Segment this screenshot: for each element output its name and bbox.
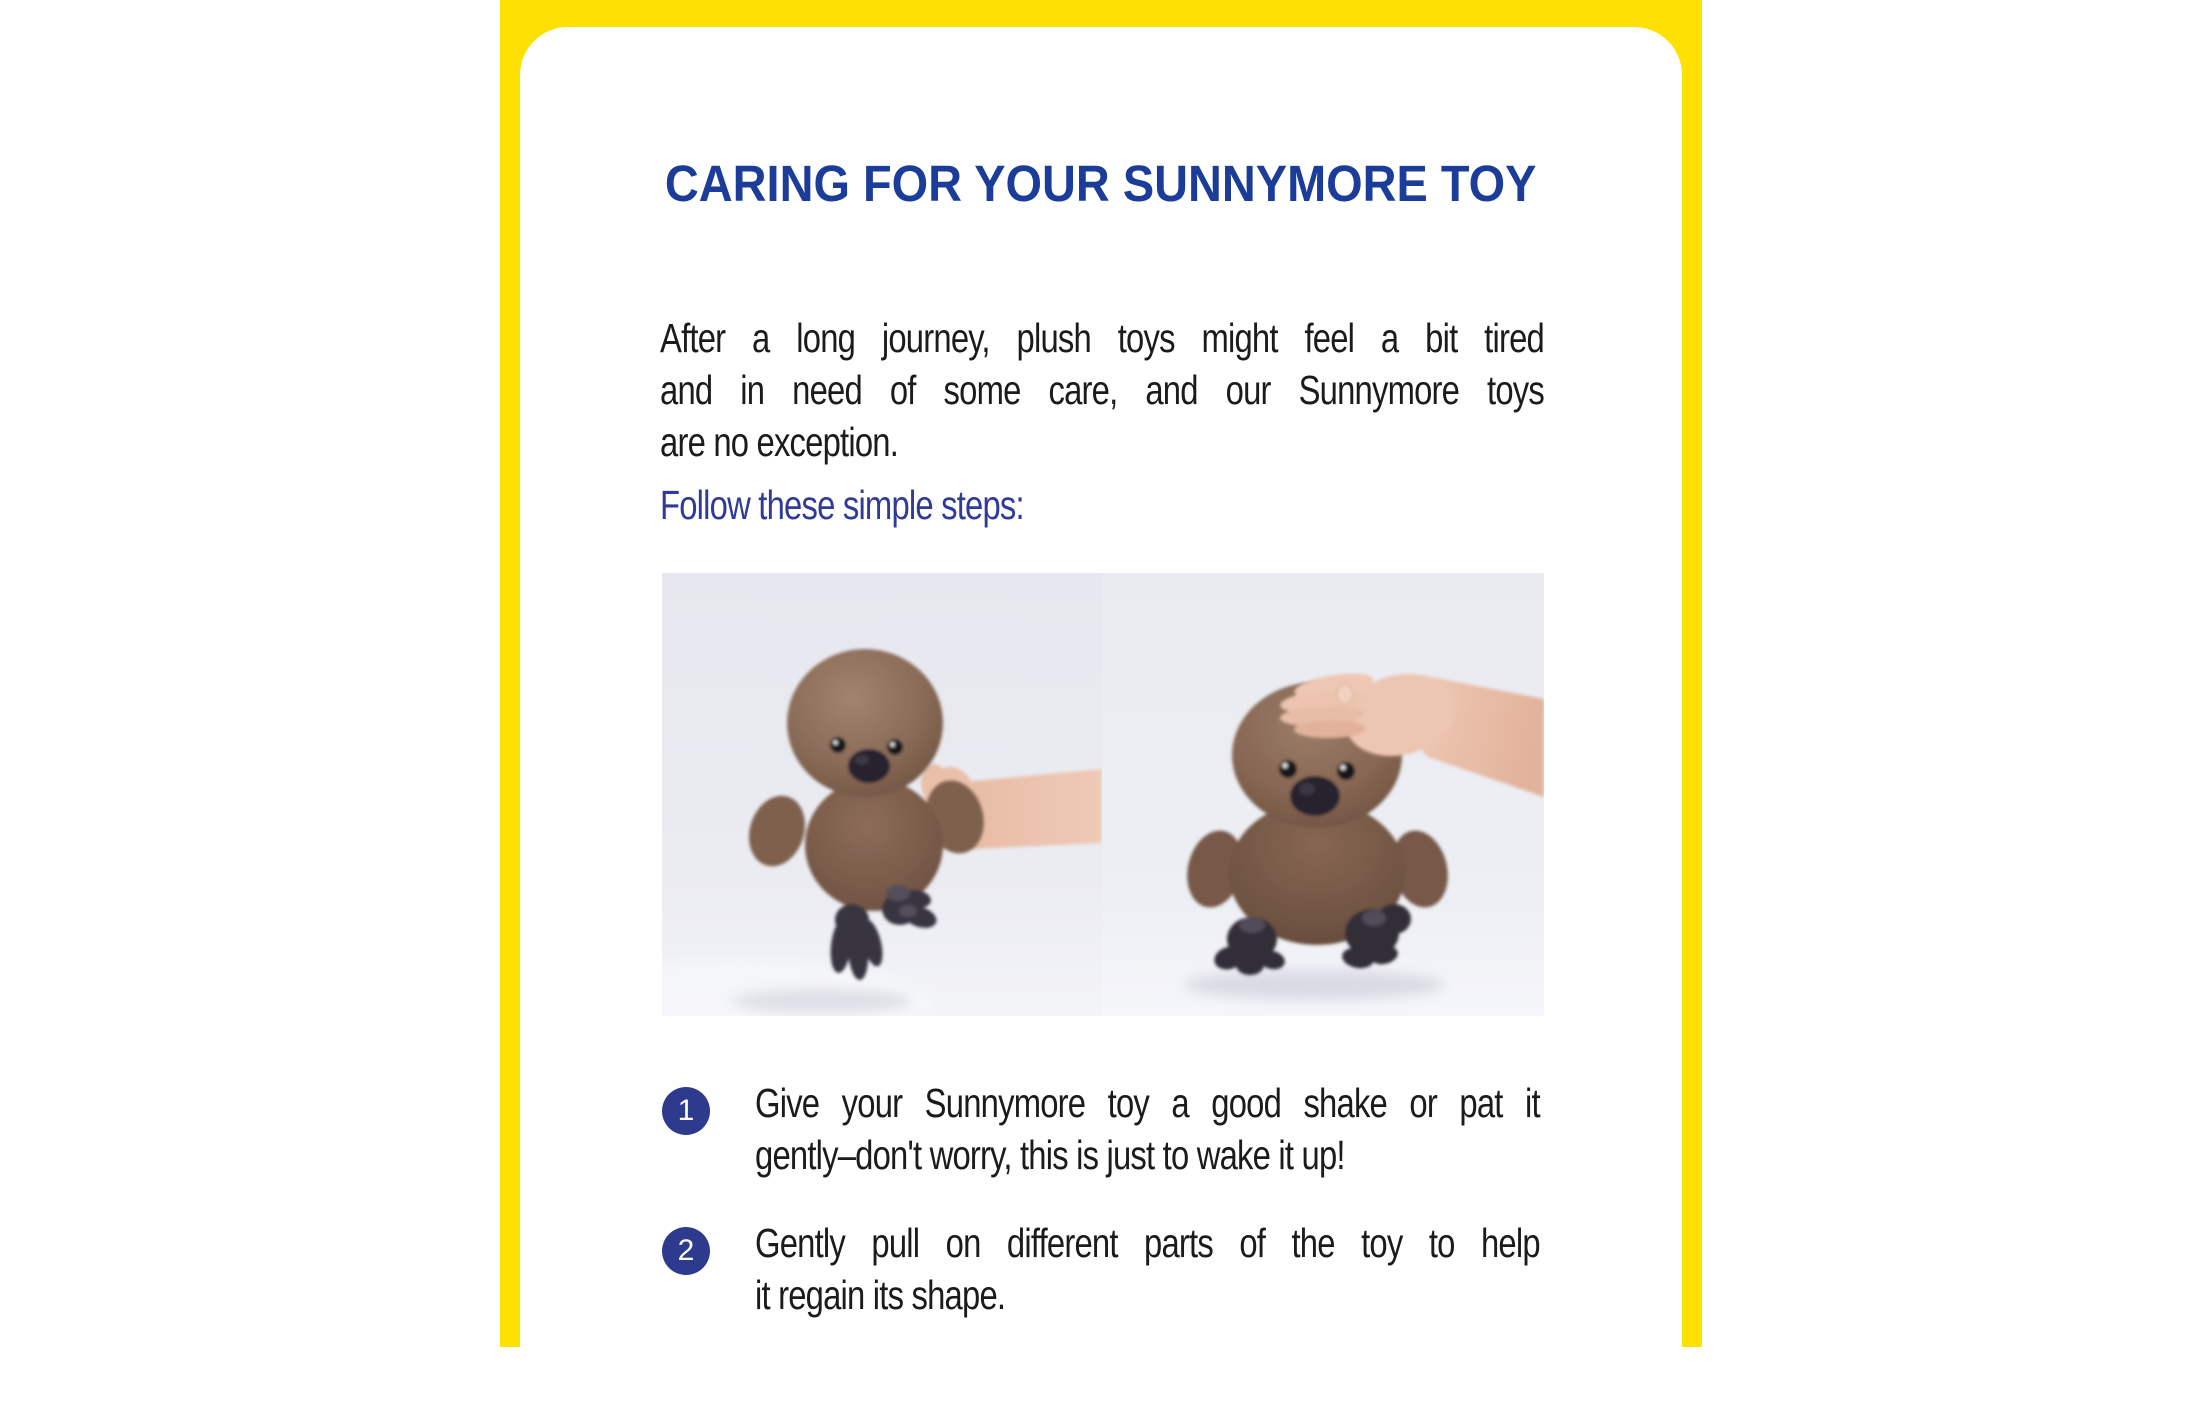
page-title-text: CARING FOR YOUR SUNNYMORE TOY	[665, 155, 1537, 212]
photo-toy-pat	[1102, 573, 1544, 1016]
photo-gallery	[662, 573, 1544, 1016]
floor-shadow	[1184, 970, 1444, 1000]
step-2-line: Gently pull on different parts of the toy to help	[755, 1220, 1540, 1266]
thumb-nail	[1337, 684, 1353, 704]
toy-shake-illustration	[662, 573, 1102, 1016]
step-1-badge: 1	[662, 1087, 710, 1135]
step-1-text	[755, 1077, 1736, 1181]
step-2-badge: 2	[662, 1227, 710, 1275]
toy-pat-illustration	[1102, 573, 1544, 1016]
intro-line: and in need of some care, and our Sunnymore toys	[660, 367, 1544, 413]
toy-body	[805, 779, 943, 911]
toy-beak	[848, 749, 890, 783]
step-1-line: gently–don't worry, this is just to wake it up!	[755, 1132, 1345, 1178]
step-2-line: it regain its shape.	[755, 1272, 1006, 1318]
photo-toy-shake	[662, 573, 1102, 1016]
care-card	[520, 27, 1682, 1407]
intro-paragraph	[660, 312, 1765, 468]
toy-beak	[1290, 776, 1340, 816]
intro-line: After a long journey, plush toys might feel a bit tired	[660, 315, 1544, 361]
floor-shadow	[732, 989, 912, 1013]
intro-line: are no exception.	[660, 419, 899, 465]
steps-subtitle	[660, 479, 1765, 531]
steps-subtitle-text: Follow these simple steps:	[660, 482, 1024, 528]
page-title	[520, 155, 1682, 212]
step-1-line: Give your Sunnymore toy a good shake or pat it	[755, 1080, 1540, 1126]
step-2-text	[755, 1217, 1736, 1321]
